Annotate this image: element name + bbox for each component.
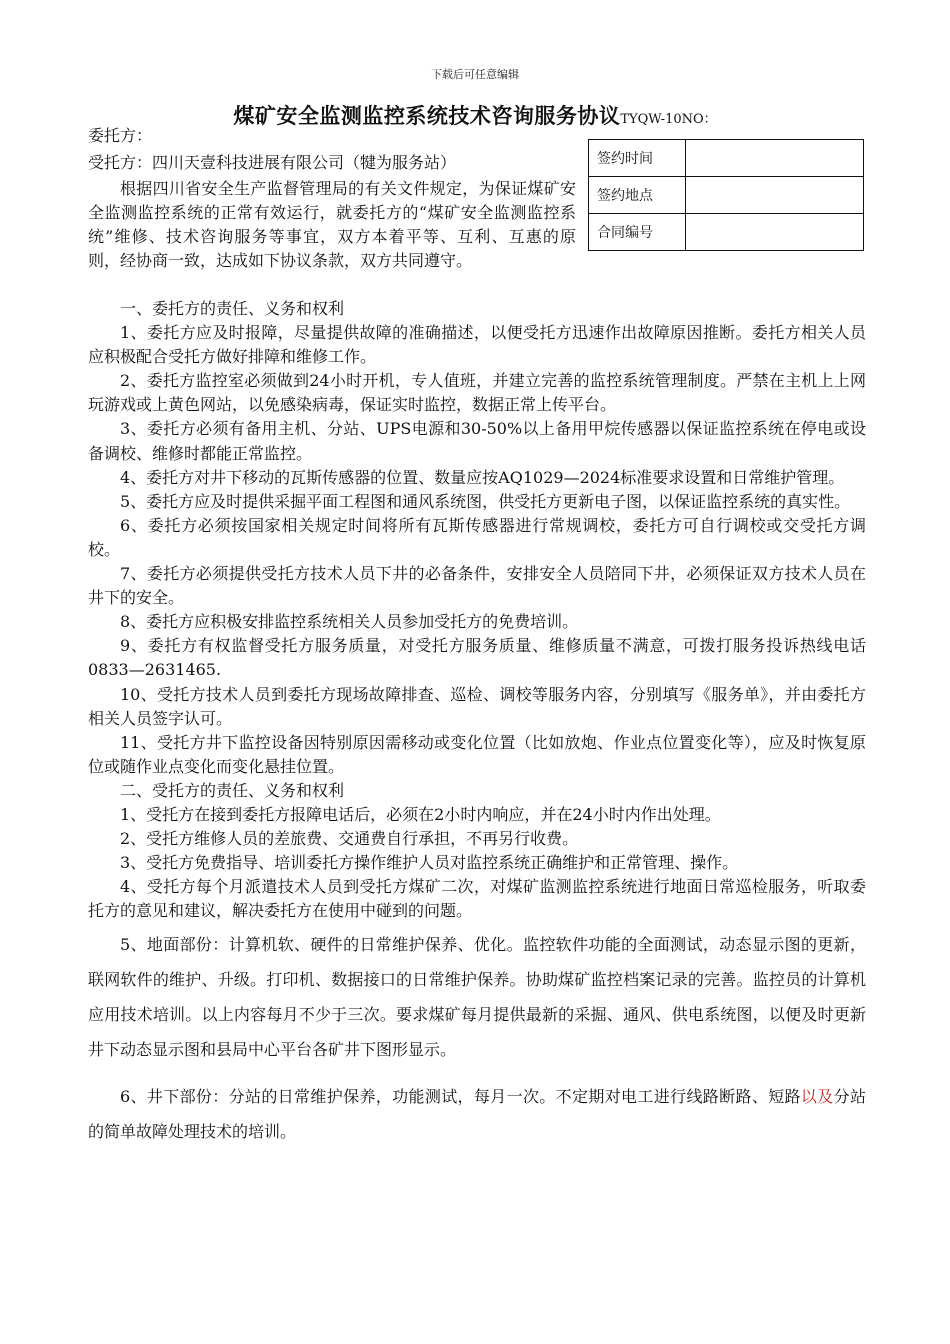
clause: 1、委托方应及时报障，尽量提供故障的准确描述，以便受托方迅速作出故障原因推断。委托方相关人员应积极配合受托方做好排障和维修工作。: [88, 323, 866, 367]
table-value: [686, 214, 864, 251]
clause: 8、委托方应积极安排监控系统相关人员参加受托方的免费培训。: [120, 612, 579, 632]
table-label: 合同编号: [589, 214, 686, 251]
client-line: 委托方：: [88, 126, 153, 145]
preamble-paragraph: 根据四川省安全生产监督管理局的有关文件规定，为保证煤矿安全监测监控系统的正常有效运行，就委托方的“煤矿安全监测监控系统”维修、技术咨询服务等事宜，双方本着平等、互利、互惠的原则，经协商一致，达成如下协议条款，双方共同遵守。: [88, 179, 576, 270]
table-value: [686, 140, 864, 177]
header-note: 下载后可任意编辑: [431, 68, 519, 81]
table-label: 签约时间: [589, 140, 686, 177]
body-loose: [88, 927, 866, 1149]
body-dense: [88, 297, 866, 1149]
table-row: [589, 140, 864, 177]
table-value: [686, 177, 864, 214]
clause-text: 6、井下部份：分站的日常维护保养，功能测试，每月一次。不定期对电工进行线路断路、短路: [120, 1087, 801, 1107]
section1-heading: 一、委托方的责任、义务和权利: [120, 299, 345, 318]
table-row: [589, 177, 864, 214]
clause: 1、受托方在接到委托方报障电话后，必须在2小时内响应，并在24小时内作出处理。: [120, 804, 721, 824]
title-main: 煤矿安全监测监控系统技术咨询服务协议: [233, 103, 621, 128]
clause: 3、受托方免费指导、培训委托方操作维护人员对监控系统正确维护和正常管理、操作。: [120, 853, 739, 873]
clause: 4、受托方每个月派遣技术人员到受托方煤矿二次，对煤矿监测监控系统进行地面日常巡检服务，听取委托方的意见和建议，解决委托方在使用中碰到的问题。: [88, 877, 866, 921]
clause: 3、委托方必须有备用主机、分站、UPS电源和30-50%以上备用甲烷传感器以保证监控系统在停电或设备调校、维修时都能正常监控。: [88, 419, 866, 463]
highlight-text: 以及: [800, 1087, 834, 1107]
table-label: 签约地点: [589, 177, 686, 214]
clause-underground: [88, 1079, 866, 1149]
table-row: [589, 214, 864, 251]
clause: 4、委托方对井下移动的瓦斯传感器的位置、数量应按AQ1029—2024标准要求设置和日常维护管理。: [120, 467, 845, 487]
contractor-line: 受托方：四川天壹科技进展有限公司（犍为服务站）: [88, 153, 457, 172]
clause: 2、受托方维修人员的差旅费、交通费自行承担，不再另行收费。: [120, 829, 579, 849]
clause: 6、委托方必须按国家相关规定时间将所有瓦斯传感器进行常规调校，委托方可自行调校或交受托方调校。: [88, 515, 866, 559]
clause: 9、委托方有权监督受托方服务质量，对受托方服务质量、维修质量不满意，可拨打服务投诉热线电话0833—2631465.: [88, 636, 866, 680]
clause: 2、委托方监控室必须做到24小时开机，专人值班，并建立完善的监控系统管理制度。严禁在主机上上网玩游戏或上黄色网站，以免感染病毒，保证实时监控，数据正常上传平台。: [88, 371, 866, 415]
clause-text: 分站的简单故障处理技术的培训。: [88, 1087, 866, 1142]
clause: 7、委托方必须提供受托方技术人员下井的必备条件，安排安全人员陪同下井，必须保证双方技术人员在井下的安全。: [88, 564, 866, 608]
contract-info-table: [588, 139, 864, 251]
clause: 11、受托方井下监控设备因特别原因需移动或变化位置（比如放炮、作业点位置变化等），应及时恢复原位或随作业点变化而变化悬挂位置。: [88, 732, 866, 776]
section2-heading: 二、受托方的责任、义务和权利: [120, 780, 345, 800]
clause: 5、委托方应及时提供采掘平面工程图和通风系统图，供受托方更新电子图，以保证监控系统的真实性。: [120, 491, 851, 511]
clause-ground: 5、地面部份：计算机软、硬件的日常维护保养、优化。监控软件功能的全面测试，动态显示图的更新，联网软件的维护、升级。打印机、数据接口的日常维护保养。协助煤矿监控档案记录的完善。监控员的计算机应用技术培训。以上内容每月不少于三次。要求煤矿每月提供最新的采掘、通风、供电系统图，以便及时更新井下动态显示图和县局中心平台各矿井下图形显示。: [88, 935, 866, 1060]
title-code: TYQW-10NO：: [620, 112, 717, 127]
clause: 10、受托方技术人员到委托方现场故障排查、巡检、调校等服务内容，分别填写《服务单》，并由委托方相关人员签字认可。: [88, 684, 866, 728]
